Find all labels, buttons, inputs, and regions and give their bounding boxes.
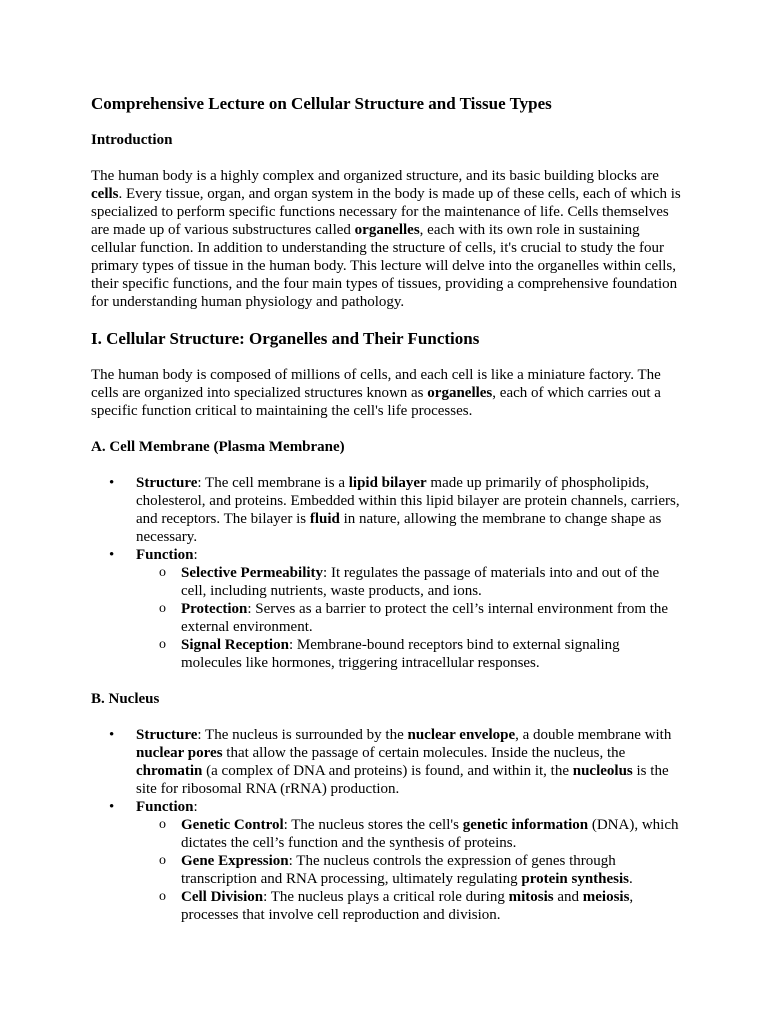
bold-term: mitosis: [508, 889, 554, 905]
bold-term: Function: [136, 799, 194, 815]
text-run: and: [553, 889, 583, 905]
bold-term: organelles: [354, 222, 420, 238]
bold-term: chromatin: [136, 763, 203, 779]
bold-term: nucleolus: [572, 763, 633, 779]
sub-list: [136, 564, 681, 672]
introduction-paragraph: [91, 167, 681, 311]
text-run: that allow the passage of certain molecules. Inside the nucleus, the: [222, 745, 626, 761]
text-run: . Every tissue, organ, and organ system in the body is made up of these cells, each of which is specialized to perform specific functions necessary for the maintenance of life. Cells themselves are made up of various substructures called: [91, 186, 681, 238]
sub-list-item: [181, 636, 681, 672]
bold-term: genetic information: [462, 817, 589, 833]
text-run: made up primarily of phospholipids, cholesterol, and proteins. Embedded within this lipid bilayer are protein channels, carriers, and receptors. The bilayer is: [136, 475, 680, 527]
text-run: is the site for ribosomal RNA (rRNA) production.: [136, 763, 669, 797]
sub-list-item: [181, 852, 681, 888]
text-run: :: [193, 547, 198, 563]
document-body: [91, 94, 681, 942]
bold-term: Signal Reception: [181, 637, 289, 653]
bold-term: Genetic Control: [181, 817, 284, 833]
bold-term: nuclear pores: [136, 745, 223, 761]
text-run: (DNA), which dictates the cell’s function and the synthesis of proteins.: [181, 817, 679, 851]
text-run: : It regulates the passage of materials into and out of the cell, including nutrients, waste products, and ions.: [181, 565, 660, 599]
list-item: [136, 546, 681, 672]
bold-term: cells: [91, 186, 119, 202]
text-run: The human body is a highly complex and organized structure, and its basic building blocks are: [91, 168, 659, 184]
list-item: [136, 726, 681, 798]
sub-list: [136, 816, 681, 924]
sub-list-item: [181, 816, 681, 852]
text-run: : Serves as a barrier to protect the cell’s internal environment from the external environment.: [181, 601, 669, 635]
bold-term: protein synthesis: [521, 871, 630, 887]
text-run: :: [193, 799, 198, 815]
bold-term: fluid: [309, 511, 340, 527]
text-run: , each of which carries out a specific function critical to maintaining the cell's life processes.: [91, 385, 661, 419]
bold-term: Selective Permeability: [181, 565, 324, 581]
bold-term: meiosis: [582, 889, 630, 905]
text-run: , each with its own role in sustaining cellular function. In addition to understanding the structure of cells, it's crucial to study the four primary types of tissue in the human body. This lecture will delve into the organelles within cells, their specific functions, and the four main types of tissues, providing a comprehensive foundation for understanding human physiology and pathology.: [91, 222, 678, 310]
bold-term: Cell Division: [181, 889, 264, 905]
bold-term: Structure: [136, 475, 198, 491]
text-run: : The cell membrane is a: [197, 475, 349, 491]
list-item: [136, 798, 681, 924]
bold-term: Gene Expression: [181, 853, 289, 869]
bold-term: lipid bilayer: [348, 475, 427, 491]
bold-term: organelles: [427, 385, 493, 401]
text-run: : The nucleus plays a critical role during: [263, 889, 509, 905]
introduction-heading: Introduction: [91, 132, 173, 148]
text-run: in nature, allowing the membrane to change shape as necessary.: [136, 511, 662, 545]
text-run: (a complex of DNA and proteins) is found, and within it, the: [202, 763, 573, 779]
bold-term: Function: [136, 547, 194, 563]
sub-list-item: [181, 888, 681, 924]
text-run: : Membrane-bound receptors bind to external signaling molecules like hormones, triggering intracellular responses.: [181, 637, 620, 671]
bold-term: nuclear envelope: [407, 727, 516, 743]
bold-term: Protection: [181, 601, 248, 617]
bold-term: Structure: [136, 727, 198, 743]
section-paragraph: [91, 366, 681, 420]
text-run: : The nucleus is surrounded by the: [197, 727, 408, 743]
text-run: , a double membrane with: [515, 727, 672, 743]
text-run: , processes that involve cell reproduction and division.: [181, 889, 634, 923]
nucleus-heading: B. Nucleus: [91, 691, 160, 707]
text-run: The human body is composed of millions of cells, and each cell is like a miniature factory. The cells are organized into specialized structures known as: [91, 367, 661, 401]
nucleus-list: [91, 726, 681, 924]
list-item: [136, 474, 681, 546]
sub-list-item: [181, 564, 681, 600]
document-title: Comprehensive Lecture on Cellular Structure and Tissue Types: [91, 94, 552, 113]
cell-membrane-list: [91, 474, 681, 672]
text-run: : The nucleus controls the expression of genes through transcription and RNA processing, ultimately regulating: [181, 853, 616, 887]
sub-list-item: [181, 600, 681, 636]
cell-membrane-heading: A. Cell Membrane (Plasma Membrane): [91, 439, 345, 455]
text-run: .: [629, 871, 633, 887]
text-run: : The nucleus stores the cell's: [283, 817, 463, 833]
section-heading: I. Cellular Structure: Organelles and Their Functions: [91, 329, 480, 348]
